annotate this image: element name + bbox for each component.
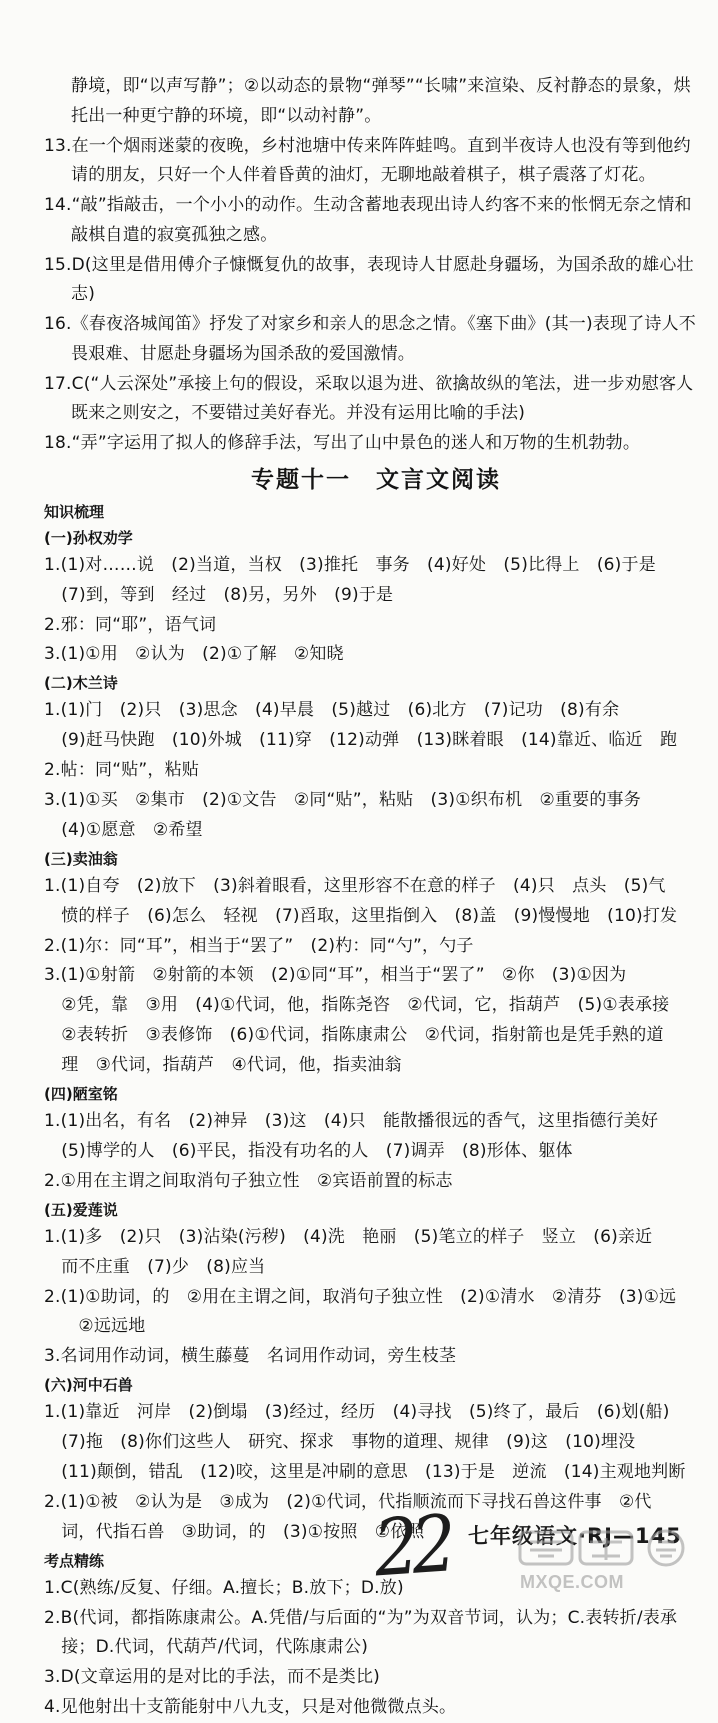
watermark-logo-icon (518, 1528, 694, 1568)
knowledge-label: 知识梳理 (44, 502, 105, 521)
lesson-title: (三)卖油翁 (44, 849, 118, 868)
practice-line: 接；D.代词，代葫芦/代词，代陈康肃公) (44, 1637, 369, 1658)
lesson-line: 理 ③代词，指葫芦 ④代词，他，指卖油翁 (44, 1055, 402, 1076)
lesson-line: 而不庄重 (7)少 (8)应当 (44, 1256, 266, 1277)
lesson-title: (一)孙权劝学 (44, 528, 133, 547)
lesson-line: 3.(1)①射箭 ②射箭的本领 (2)①同“耳”，相当于“罢了” ②你 (3)①因为 (44, 965, 627, 986)
lesson-line: 2.①用在主谓之间取消句子独立性 ②宾语前置的标志 (44, 1170, 453, 1191)
lesson-line: (11)颠倒，错乱 (12)咬，这里是冲刷的意思 (13)于是 逆流 (14)主观地判断 (44, 1461, 686, 1482)
lesson-line: 3.(1)①买 ②集市 (2)①文告 ②同“贴”，粘贴 (3)①织布机 ②重要的事务 (44, 790, 641, 811)
practice-line: 3.D(文章运用的是对比的手法，而不是类比) (44, 1667, 380, 1688)
lesson-title: (二)木兰诗 (44, 674, 118, 693)
handwritten-mark: 22 (371, 1499, 453, 1595)
lesson-line: 3.名词用作动词，横生藤蔓 名词用作动词，旁生枝茎 (44, 1346, 457, 1367)
answer-item: 15.D(这里是借用傅介子慷慨复仇的故事，表现诗人甘愿赴身疆场，为国杀敌的雄心壮志) (44, 254, 694, 305)
lesson-line: 2.(1)①助词，的 ②用在主谓之间，取消句子独立性 (2)①清水 ②清芬 (3)①远 (44, 1286, 677, 1307)
lesson-line: (7)拖 (8)你们这些人 研究、探求 事物的道理、规律 (9)这 (10)埋没 (44, 1432, 636, 1453)
page-footer: 七年级语文·RJ—145 (468, 1524, 682, 1548)
answer-item: 14.“敲”指敲击，一个小小的动作。生动含蓄地表现出诗人约客不来的怅惘无奈之情和敲棋自遣的寂寞孤独之感。 (44, 195, 692, 245)
lesson-line: ②远远地 (44, 1316, 146, 1337)
lesson-line: 愤的样子 (6)怎么 轻视 (7)舀取，这里指倒入 (8)盖 (9)慢慢地 (10)打发 (44, 905, 678, 926)
lesson-line: 2.(1)①被 ②认为是 ③成为 (2)①代词，代指顺流而下寻找石兽这件事 ②代 (44, 1491, 652, 1512)
lesson-line: (7)到，等到 经过 (8)另，另外 (9)于是 (44, 584, 394, 605)
lesson-line: (9)赶马快跑 (10)外城 (11)穿 (12)动弹 (13)眯着眼 (14)靠近、临近 跑 (44, 730, 678, 751)
lesson-title: (五)爱莲说 (44, 1200, 118, 1219)
lesson-line: 词，代指石兽 ③助词，的 (3)①按照 ②依照 (44, 1521, 425, 1542)
top-line: 静境，即“以声写静”；②以动态的景物“弹琴”“长啸”来渲染、反衬静态的景象，烘 (71, 76, 691, 96)
lesson-line: ②凭，靠 ③用 (4)①代词，他，指陈尧咨 ②代词，它，指葫芦 (5)①表承接 (44, 995, 670, 1016)
top-line: 托出一种更宁静的环境，即“以动衬静”。 (71, 105, 382, 126)
lesson-line: 1.(1)靠近 河岸 (2)倒塌 (3)经过，经历 (4)寻找 (5)终了，最后 (6)划(船) (44, 1402, 670, 1423)
lesson-line: 2.邪：同“耶”，语气词 (44, 614, 217, 635)
lesson-line: 1.(1)自夸 (2)放下 (3)斜着眼看，这里形容不在意的样子 (4)只 点头 (5)气 (44, 875, 666, 896)
lesson-title: (四)陋室铭 (44, 1085, 118, 1104)
answer-item: 13.在一个烟雨迷蒙的夜晚，乡村池塘中传来阵阵蛙鸣。直到半夜诗人也没有等到他约请的朋友，只好一个人伴着昏黄的油灯，无聊地敲着棋子，棋子震落了灯花。 (44, 135, 691, 186)
practice-line: 2.B(代词，都指陈康肃公。A.凭借/与后面的“为”为双音节词，认为；C.表转折/表承 (44, 1607, 678, 1628)
lesson-line: (4)①愿意 ②希望 (44, 819, 203, 840)
answer-item: 17.C(“人云深处”承接上句的假设，采取以退为进、欲擒故纵的笔法，进一步劝慰客人既来之则安之，不要错过美好春光。并没有运用比喻的手法) (44, 373, 694, 424)
answer-item: 18.“弄”字运用了拟人的修辞手法，写出了山中景色的迷人和万物的生机勃勃。 (44, 433, 641, 454)
lesson-line: 2.(1)尔：同“耳”，相当于“罢了” (2)杓：同“勺”，勺子 (44, 935, 474, 956)
watermark (518, 1528, 710, 1596)
lesson-title: (六)河中石兽 (44, 1376, 133, 1395)
watermark-url: MXQE.COM (520, 1572, 625, 1592)
practice-line: 4.见他射出十支箭能射中八九支，只是对他微微点头。 (44, 1697, 457, 1718)
lesson-line: 1.(1)出名，有名 (2)神异 (3)这 (4)只 能散播很远的香气，这里指德行美好 (44, 1111, 659, 1132)
lesson-line: 1.(1)门 (2)只 (3)思念 (4)早晨 (5)越过 (6)北方 (7)记功 (8)有余 (44, 700, 620, 721)
practice-line: 1.C(熟练/反复、仔细。A.擅长；B.放下；D.放) (44, 1577, 404, 1598)
section-title: 专题十一 文言文阅读 (251, 466, 501, 493)
lesson-line: (5)博学的人 (6)平民，指没有功名的人 (7)调弄 (8)形体、躯体 (44, 1140, 573, 1161)
page-content (44, 72, 708, 1723)
lesson-line: 1.(1)多 (2)只 (3)沾染(污秽) (4)洗 艳丽 (5)笔立的样子 竖立 (6)亲近 (44, 1226, 653, 1247)
lesson-line: 3.(1)①用 ②认为 (2)①了解 ②知晓 (44, 644, 344, 665)
lesson-line: ②表转折 ③表修饰 (6)①代词，指陈康肃公 ②代词，指射箭也是凭手熟的道 (44, 1025, 664, 1046)
answer-item: 16.《春夜洛城闻笛》抒发了对家乡和亲人的思念之情。《塞下曲》(其一)表现了诗人不畏艰难、甘愿赴身疆场为国杀敌的爱国激情。 (44, 314, 696, 364)
practice-label: 考点精练 (44, 1551, 105, 1570)
lesson-line: 2.帖：同“贴”，粘贴 (44, 760, 200, 781)
lesson-line: 1.(1)对……说 (2)当道，当权 (3)推托 事务 (4)好处 (5)比得上 (6)于是 (44, 554, 656, 575)
